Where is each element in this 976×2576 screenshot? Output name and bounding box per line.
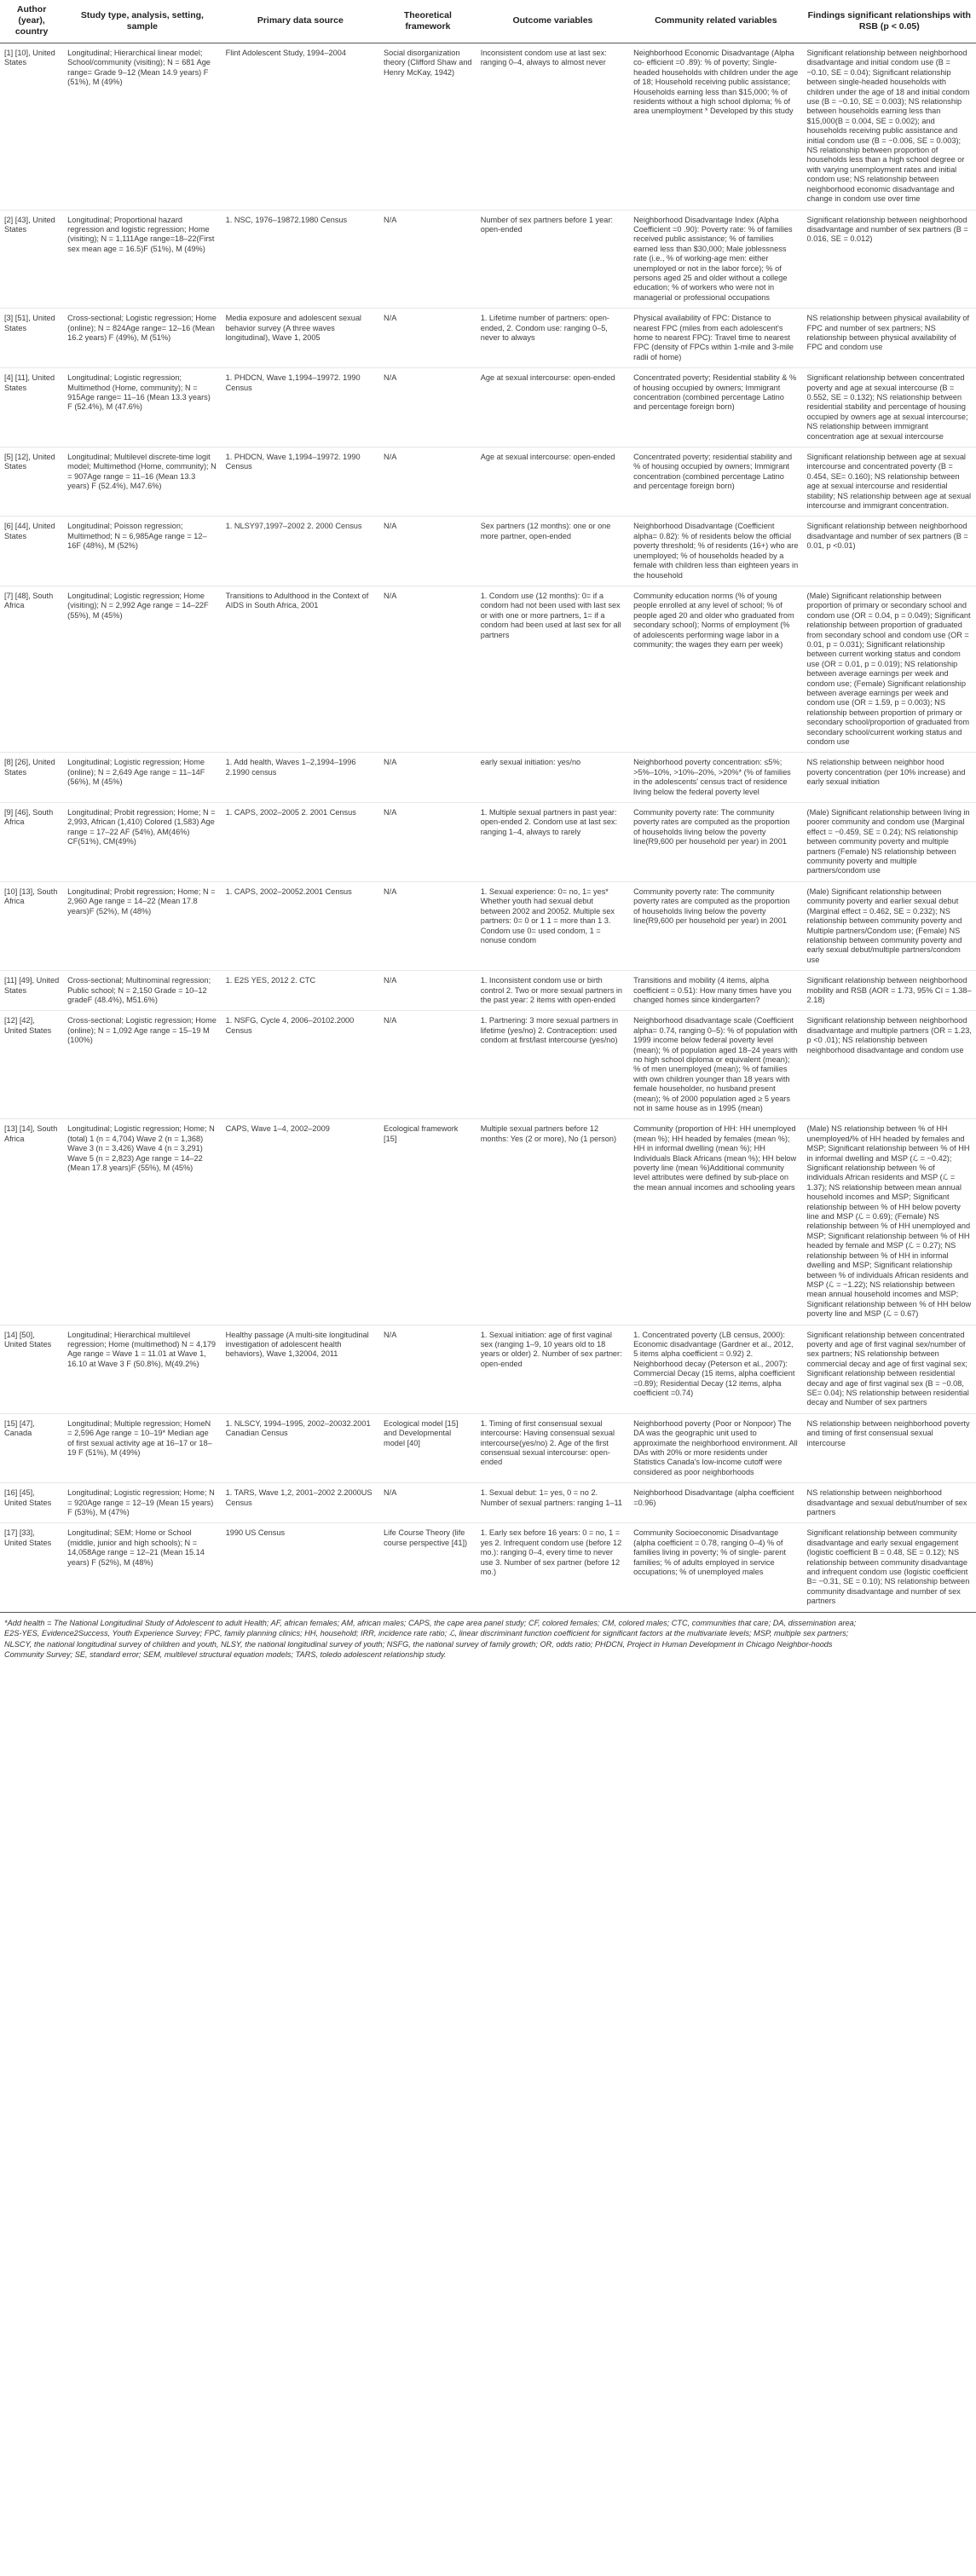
table-row <box>0 1119 976 1325</box>
table-row <box>0 309 976 368</box>
cell-community: Neighborhood Disadvantage (alpha coefficient =0.96) <box>629 1483 802 1523</box>
cell-data-source: 1. NLSY97,1997–2002 2. 2000 Census <box>222 517 379 586</box>
cell-findings: NS relationship between neighborhood poverty and timing of first consensual sexual intercourse <box>803 1413 976 1482</box>
cell-community: Neighborhood disadvantage scale (Coefficient alpha= 0.74, ranging 0–5): % of population with 1999 income below federal poverty level (mean); % of population aged 18–24 years with no high school diploma or equivalent (mean); % of men unemployed (mean); % of families with own children younger than 18 years with female householder, no husband present (mean); % of 2000 population aged ≥ 5 years not in same house as in 1995 (mean) <box>629 1011 802 1119</box>
cell-study-type: Longitudinal; Probit regression; Home; N = 2,960 Age range = 14–22 (Mean 17.8 years)F (52%), M (48%) <box>63 881 221 970</box>
cell-framework: N/A <box>379 1325 476 1413</box>
cell-study-type: Longitudinal; Hierarchical linear model; School/community (visiting); N = 681 Age range= Grade 9–12 (Mean 14.9 years) F (51%), M (49%) <box>63 43 221 211</box>
cell-framework: N/A <box>379 448 476 517</box>
cell-findings: Significant relationship between age at sexual intercourse and concentrated poverty (B = 0.454, SE= 0.160); NS relationship between age at sexual intercourse and residential stability; NS relationship between age at sexual intercourse and immigrant concentration. <box>803 448 976 517</box>
cell-findings: Significant relationship between neighborhood disadvantage and number of sex partners (B = 0.01, p <0.01) <box>803 517 976 586</box>
cell-outcome: Sex partners (12 months): one or one more partner, open-ended <box>476 517 629 586</box>
cell-author: [3] [51], United States <box>0 309 63 368</box>
cell-data-source: 1. NLSCY, 1994–1995, 2002–20032.2001 Canadian Census <box>222 1413 379 1482</box>
cell-study-type: Longitudinal; Logistic regression; Home; N (total) 1 (n = 4,704) Wave 2 (n = 1,368) Wave 3 (n = 3,426) Wave 4 (n = 3,291) Wave 5 (n = 2,823) Age range = 14–22 (Mean 17.8 years)F (55%), M (45%) <box>63 1119 221 1325</box>
cell-outcome: 1. Sexual debut: 1= yes, 0 = no 2. Number of sexual partners: ranging 1–11 <box>476 1483 629 1523</box>
cell-data-source: Healthy passage (A multi-site longitudinal investigation of adolescent health behaviors), Wave 1,32004, 2011 <box>222 1325 379 1413</box>
cell-community: Neighborhood Disadvantage (Coefficient alpha= 0.82): % of residents below the official poverty threshold; % of residents (16+) who are unemployed; % of households headed by a female with children less than eighteen years in the household <box>629 517 802 586</box>
cell-findings: Significant relationship between neighborhood disadvantage and multiple partners (OR = 1.23, p <0 .01); NS relationship between neighborhood disadvantage and condom use <box>803 1011 976 1119</box>
header-findings: Findings significant relationships with RSB (p < 0.05) <box>803 0 976 43</box>
cell-data-source: 1. PHDCN, Wave 1,1994–19972. 1990 Census <box>222 448 379 517</box>
cell-findings: NS relationship between neighborhood disadvantage and sexual debut/number of sex partners <box>803 1483 976 1523</box>
cell-community: Concentrated poverty; residential stability and % of housing occupied by owners; Immigrant concentration (combined percentage Latino and percentage foreign born) <box>629 448 802 517</box>
cell-outcome: 1. Sexual initiation: age of first vaginal sex (ranging 1–9, 10 years old to 18 years or older) 2. Number of sex partner: open-ended <box>476 1325 629 1413</box>
cell-data-source: 1. CAPS, 2002–20052.2001 Census <box>222 881 379 970</box>
cell-outcome: Number of sex partners before 1 year: open-ended <box>476 210 629 309</box>
cell-community: Concentrated poverty; Residential stability & % of housing occupied by owners; Immigrant concentration (combined percentage Latino and percentage foreign born) <box>629 368 802 448</box>
cell-findings: (Male) Significant relationship between living in poorer community and condom use (Marginal effect = −0.459, SE = 0.24); NS relationship between community poverty and multiple partners (Female) NS relationship between community poverty and multiple partners/condom use <box>803 803 976 882</box>
cell-findings: (Male) NS relationship between % of HH unemployed/% of HH headed by females and MSP; Significant relationship between % of HH in informal dwelling and MSP (ℒ = −0.42); Significant relationship between % of individuals African residents and MSP (ℒ = 1.37); NS relationship between mean annual household incomes and MSP; Significant relationship between % of HH below poverty line and MSP (ℒ = 0.69); (Female) NS relationship between % of HH unemployed and MSP; Significant relationship between % of HH headed by female and MSP (ℒ = 0.27); NS relationship between % of HH in informal dwelling and MSP; Significant relationship between % of individuals African residents and MSP (ℒ = −1.22); NS relationship between mean annual household incomes and MSP; Significant relationship between % of HH below poverty line and MSP (ℒ = 0.67) <box>803 1119 976 1325</box>
cell-study-type: Longitudinal; Probit regression; Home; N = 2,993, African (1,410) Colored (1,583) Age range = 17–22 AF (54%), AM(46%) CF(51%), CM(49%) <box>63 803 221 882</box>
cell-framework: N/A <box>379 309 476 368</box>
cell-author: [2] [43], United States <box>0 210 63 309</box>
cell-data-source: 1. NSFG, Cycle 4, 2006–20102.2000 Census <box>222 1011 379 1119</box>
cell-findings: Significant relationship between concentrated poverty and age of first vaginal sex/number of sex partners; NS relationship between commercial decay and age of first vaginal sex; Significant relationship between residential decay and age of first vaginal sex (B = −0.08, SE= 0.04); NS relationship between residential decay and Number of sex partners <box>803 1325 976 1413</box>
cell-findings: Significant relationship between neighborhood mobility and RSB (AOR = 1.73, 95% CI = 1.38–2.18) <box>803 971 976 1011</box>
table-row <box>0 517 976 586</box>
cell-framework: N/A <box>379 517 476 586</box>
cell-author: [6] [44], United States <box>0 517 63 586</box>
cell-outcome: 1. Early sex before 16 years: 0 = no, 1 = yes 2. Infrequent condom use (before 12 mo.): ranging 0–4, every time to never use 3. Number of sex partner (before 12 mo.) <box>476 1523 629 1612</box>
cell-author: [12] [42], United States <box>0 1011 63 1119</box>
cell-framework: N/A <box>379 586 476 753</box>
cell-study-type: Longitudinal; Logistic regression; Home (visiting); N = 2,992 Age range = 14–22F (55%), M (45%) <box>63 586 221 753</box>
cell-author: [16] [45], United States <box>0 1483 63 1523</box>
cell-findings: NS relationship between physical availability of FPC and number of sex partners; NS relationship between physical availability of FPC and condom use <box>803 309 976 368</box>
cell-framework: N/A <box>379 368 476 448</box>
cell-community: Physical availability of FPC: Distance to nearest FPC (miles from each adolescent's home to nearest FPC): Travel time to nearest FPC (density of FPCs within 1-mile and 3-mile radii of home) <box>629 309 802 368</box>
cell-framework: N/A <box>379 803 476 882</box>
cell-author: [13] [14], South Africa <box>0 1119 63 1325</box>
cell-community: Neighborhood poverty (Poor or Nonpoor) The DA was the geographic unit used to approximate the neighborhood environment. All DAs with 20% or more residents under Statistics Canada's low-income cutoff were considered as poor neighborhoods <box>629 1413 802 1482</box>
cell-study-type: Longitudinal; SEM; Home or School (middle, junior and high schools); N = 14,058Age range = 12–21 (Mean 15.14 years) F (52%), M (48%) <box>63 1523 221 1612</box>
table-row <box>0 1325 976 1413</box>
header-community: Community related variables <box>629 0 802 43</box>
cell-author: [15] [47], Canada <box>0 1413 63 1482</box>
cell-data-source: 1. Add health, Waves 1–2,1994–1996 2.1990 census <box>222 753 379 803</box>
cell-framework: N/A <box>379 1483 476 1523</box>
cell-findings: NS relationship between neighbor hood poverty concentration (per 10% increase) and early sexual initiation <box>803 753 976 803</box>
cell-data-source: Flint Adolescent Study, 1994–2004 <box>222 43 379 211</box>
cell-study-type: Longitudinal; Poisson regression; Multimethod; N = 6,985Age range = 12–16F (48%), M (52%) <box>63 517 221 586</box>
cell-data-source: CAPS, Wave 1–4, 2002–2009 <box>222 1119 379 1325</box>
cell-data-source: 1. NSC, 1976–19872.1980 Census <box>222 210 379 309</box>
cell-findings: Significant relationship between neighborhood disadvantage and initial condom use (B = −0.10, SE = 0.04); Significant relationship between single-headed households with children under the age of 18 and initial condom use (B = −0.10, SE = 0.003); NS relationship between households earning less than $15,000(B = 0.004, SE = 0.002); and households receiving public assistance and initial condom use (B = −0.006, SE = 0.003); NS relationship between proportion of households less than a high school degree or with varying unemployment rates and initial condom use; NS relationship between neighborhood economic disadvantage and change in condom use over time <box>803 43 976 211</box>
cell-study-type: Longitudinal; Logistic regression; Home (online); N = 2,649 Age range = 11–14F (56%), M (45%) <box>63 753 221 803</box>
cell-study-type: Cross-sectional; Logistic regression; Home (online); N = 824Age range= 12–16 (Mean 16.2 years) F (49%), M (51%) <box>63 309 221 368</box>
cell-author: [11] [49], United States <box>0 971 63 1011</box>
cell-author: [1] [10], United States <box>0 43 63 211</box>
cell-study-type: Longitudinal; Logistic regression; Home; N = 920Age range = 12–19 (Mean 15 years) F (53%), M (47%) <box>63 1483 221 1523</box>
cell-data-source: Transitions to Adulthood in the Context of AIDS in South Africa, 2001 <box>222 586 379 753</box>
cell-outcome: Multiple sexual partners before 12 months: Yes (2 or more), No (1 person) <box>476 1119 629 1325</box>
cell-findings: Significant relationship between community disadvantage and early sexual engagement (logistic coefficient B = 0.48, SE = 0.12); NS relationship between community disadvantage and infrequent condom use (logistic coefficient B= −0.31, SE = 0.10); NS relationship between community disadvantage and number of sex partners <box>803 1523 976 1612</box>
cell-data-source: 1. CAPS, 2002–2005 2. 2001 Census <box>222 803 379 882</box>
cell-framework: N/A <box>379 753 476 803</box>
cell-outcome: early sexual initiation: yes/no <box>476 753 629 803</box>
table-row <box>0 586 976 753</box>
cell-outcome: Age at sexual intercourse: open-ended <box>476 368 629 448</box>
table-row <box>0 1011 976 1119</box>
cell-findings: (Male) Significant relationship between proportion of primary or secondary school and condom use (OR = 0.04, p = 0.049); Significant relationship between proportion of graduated from secondary school and condom use (OR = 0.01, p = 0.031); Significant relationship between current working status and condom use (OR = 0.01, p = 0.019); NS relationship between average earnings per week and condom use; (Female) Significant relationship between average earnings per week and condom use (OR = 1.59, p = 0.003); NS relationship between proportion of primary or secondary school/proportion of graduated from secondary school/current working status and condom use <box>803 586 976 753</box>
cell-findings: (Male) Significant relationship between community poverty and earlier sexual debut (Marginal effect = 0.462, SE = 0.232); NS relationship between community poverty and Multiple partners/Condom use; (Female) NS relationship between community poverty and early sexual debut/multiple partners/condom use <box>803 881 976 970</box>
cell-community: Transitions and mobility (4 items, alpha coefficient = 0.51): How many times have you changed homes since kindergarten? <box>629 971 802 1011</box>
table-row <box>0 1483 976 1523</box>
cell-framework: N/A <box>379 971 476 1011</box>
cell-findings: Significant relationship between concentrated poverty and age at sexual intercourse (B = 0.552, SE = 0.132); NS relationship between residential stability and percentage of housing occupied by owners age at sexual intercourse; NS relationship between immigrant concentration age at sexual intercourse <box>803 368 976 448</box>
cell-study-type: Cross-sectional; Logistic regression; Home (online); N = 1,092 Age range = 15–19 M (100%) <box>63 1011 221 1119</box>
cell-outcome: Age at sexual intercourse: open-ended <box>476 448 629 517</box>
cell-outcome: 1. Multiple sexual partners in past year: open-ended 2. Condom use at last sex: ranging 1–4, always to rarely <box>476 803 629 882</box>
cell-author: [7] [48], South Africa <box>0 586 63 753</box>
table-row <box>0 368 976 448</box>
cell-author: [9] [46], South Africa <box>0 803 63 882</box>
table-row <box>0 448 976 517</box>
cell-community: Community (proportion of HH: HH unemployed (mean %); HH headed by females (mean %); HH in informal dwelling (mean %); HH Individuals Black Africans (mean %); HH below poverty line (mean %)Additional community level attributes were defined by sub-place on the mean annual incomes and schooling years <box>629 1119 802 1325</box>
table-header-row <box>0 0 976 43</box>
cell-framework: N/A <box>379 1011 476 1119</box>
header-author: Author (year), country <box>0 0 63 43</box>
cell-data-source: 1. E2S YES, 2012 2. CTC <box>222 971 379 1011</box>
cell-study-type: Longitudinal; Multilevel discrete-time logit model; Multimethod (Home, community); N = 907Age range = 11–16 (Mean 13.3 years) F (52.4%), M47.6%) <box>63 448 221 517</box>
cell-author: [14] [50], United States <box>0 1325 63 1413</box>
cell-data-source: Media exposure and adolescent sexual behavior survey (A three waves longitudinal), Wave 1, 2005 <box>222 309 379 368</box>
cell-framework: N/A <box>379 881 476 970</box>
cell-community: Community Socioeconomic Disadvantage (alpha coefficient = 0.78, ranging 0–4) % of families living in poverty; % of single- parent families; % of adults employed in service occupations; % of unemployed males <box>629 1523 802 1612</box>
cell-community: Neighborhood Economic Disadvantage (Alpha co- efficient =0 .89): % of poverty; Single-headed households with children under the age of 18; Household receiving public assistance; Households earning less than $15,000; % of residents without a high school diploma; % of area unemployment * Developed by this study <box>629 43 802 211</box>
cell-community: Community poverty rate: The community poverty rates are computed as the proportion of households living below the poverty line(R9,600 per household per year) in 2001 <box>629 881 802 970</box>
cell-community: Community poverty rate: The community poverty rates are computed as the proportion of households living below the poverty line(R9,600 per household per year) in 2001 <box>629 803 802 882</box>
header-outcome: Outcome variables <box>476 0 629 43</box>
cell-outcome: 1. Sexual experience: 0= no, 1= yes* Whether youth had sexual debut between 2002 and 20052. Multiple sex partners: 0= 0 or 1 1 = more than 1 3. Condom use 0= used condom, 1 = nonuse condom <box>476 881 629 970</box>
cell-data-source: 1. PHDCN, Wave 1,1994–19972. 1990 Census <box>222 368 379 448</box>
cell-findings: Significant relationship between neighborhood disadvantage and number of sex partners (B = 0.016, SE = 0.012) <box>803 210 976 309</box>
cell-community: Neighborhood Disadvantage Index (Alpha Coefficient =0 .90): Poverty rate: % of families received public assistance; % of families earned less than $30,000; Male joblessness rate (i.e., % of working-age men: either unemployed or not in the labor force); % of persons aged 25 and older without a college education; % of workers who were not in managerial or professional occupations <box>629 210 802 309</box>
cell-community: 1. Concentrated poverty (LB census, 2000): Economic disadvantage (Gardner et al., 2012, 5 items alpha coefficient = 0.92) 2. Neighborhood decay (Peterson et al., 2007): Commercial Decay (15 items, alpha coefficient =0.89); Residential Decay (12 items, alpha coefficient =0.74) <box>629 1325 802 1413</box>
cell-framework: N/A <box>379 210 476 309</box>
table-row <box>0 43 976 211</box>
cell-outcome: Inconsistent condom use at last sex: ranging 0–4, always to almost never <box>476 43 629 211</box>
table-row <box>0 971 976 1011</box>
table-row <box>0 210 976 309</box>
header-data-source: Primary data source <box>222 0 379 43</box>
table-row <box>0 753 976 803</box>
cell-outcome: 1. Inconsistent condom use or birth control 2. Two or more sexual partners in the past year: 2 items with open-ended <box>476 971 629 1011</box>
table-row <box>0 881 976 970</box>
cell-data-source: 1990 US Census <box>222 1523 379 1612</box>
cell-framework: Social disorganization theory (Clifford Shaw and Henry McKay, 1942) <box>379 43 476 211</box>
cell-outcome: 1. Timing of first consensual sexual intercourse: Having consensual sexual intercourse(yes/no) 2. Age of the first consensual sexual intercourse: open-ended <box>476 1413 629 1482</box>
cell-author: [5] [12], United States <box>0 448 63 517</box>
table-body <box>0 43 976 1613</box>
cell-author: [8] [26], United States <box>0 753 63 803</box>
table-row <box>0 803 976 882</box>
cell-community: Neighborhood poverty concentration: ≤5%; >5%–10%, >10%–20%, >20%* (% of families in the adolescents' census tract of residence living below the federal poverty level <box>629 753 802 803</box>
cell-community: Community education norms (% of young people enrolled at any level of school; % of people aged 20 and older who graduated from secondary school); Norms of employment (% of adolescents performing wage labor in a community; the wages they earn per week) <box>629 586 802 753</box>
table-row <box>0 1413 976 1482</box>
cell-data-source: 1. TARS, Wave 1,2, 2001–2002 2.2000US Census <box>222 1483 379 1523</box>
header-study-type: Study type, analysis, setting, sample <box>63 0 221 43</box>
cell-framework: Life Course Theory (life course perspective [41]) <box>379 1523 476 1612</box>
cell-study-type: Cross-sectional; Multinominal regression; Public school; N = 2,150 Grade = 10–12 gradeF (48.4%), M51.6%) <box>63 971 221 1011</box>
cell-study-type: Longitudinal; Proportional hazard regression and logistic regression; Home (visiting); N = 1,111Age range=18–22(First sex mean age = 16.5)F (51%), M (49%) <box>63 210 221 309</box>
table-row <box>0 1523 976 1612</box>
table-footnote: *Add health = The National Longitudinal Study of Adolescent to adult Health; AF, african females; AM, african males; CAPS, the cape area panel study; CF, colored females; CM, colored males; CTC, communities that care; DA, dissemination area; E2S-YES, Evidence2Success, Youth Experience Survey; FPC, family planning clinics; HH, household; IRR, incidence rate ratio; ℒ, linear discriminant function coefficient for significant factors at the multivariate levels; MSP, multiple sex partners; NLSCY, the national longitudinal survey of children and youth, NLSY, the national longitudinal survey of youth; NSFG, the national survey of family growth; OR, odds ratio; PHDCN, Project in Human Development in Chicago Neighbor-hoods Community Survey; SE, standard error; SEM, multilevel structural equation models; TARS, toledo adolescent relationship study. <box>4 1618 857 1660</box>
cell-author: [17] [33], United States <box>0 1523 63 1612</box>
cell-study-type: Longitudinal; Multiple regression; HomeN = 2,596 Age range = 10–19* Median age of first sexual activity age at 16–17 or 18–19 F (51%), M (49%) <box>63 1413 221 1482</box>
cell-framework: Ecological framework [15] <box>379 1119 476 1325</box>
cell-study-type: Longitudinal; Logistic regression; Multimethod (Home, community); N = 915Age range= 11–16 (Mean 13.3 years) F (52.4%), M (47.6%) <box>63 368 221 448</box>
header-framework: Theoretical framework <box>379 0 476 43</box>
cell-framework: Ecological model [15] and Developmental model [40] <box>379 1413 476 1482</box>
cell-outcome: 1. Partnering: 3 more sexual partners in lifetime (yes/no) 2. Contraception: used condom at first/last intercourse (yes/no) <box>476 1011 629 1119</box>
cell-study-type: Longitudinal; Hierarchical multilevel regression; Home (multimethod) N = 4,179 Age range = Wave 1 = 11.01 at Wave 1, 16.10 at Wave 3 F (50.8%), M(49.2%) <box>63 1325 221 1413</box>
cell-outcome: 1. Lifetime number of partners: open-ended, 2. Condom use: ranging 0–5, never to always <box>476 309 629 368</box>
cell-outcome: 1. Condom use (12 months): 0= if a condom had not been used with last sex or with one or more partners, 1= if a condom had been used at last sex for all partners <box>476 586 629 753</box>
cell-author: [4] [11], United States <box>0 368 63 448</box>
cell-author: [10] [13], South Africa <box>0 881 63 970</box>
